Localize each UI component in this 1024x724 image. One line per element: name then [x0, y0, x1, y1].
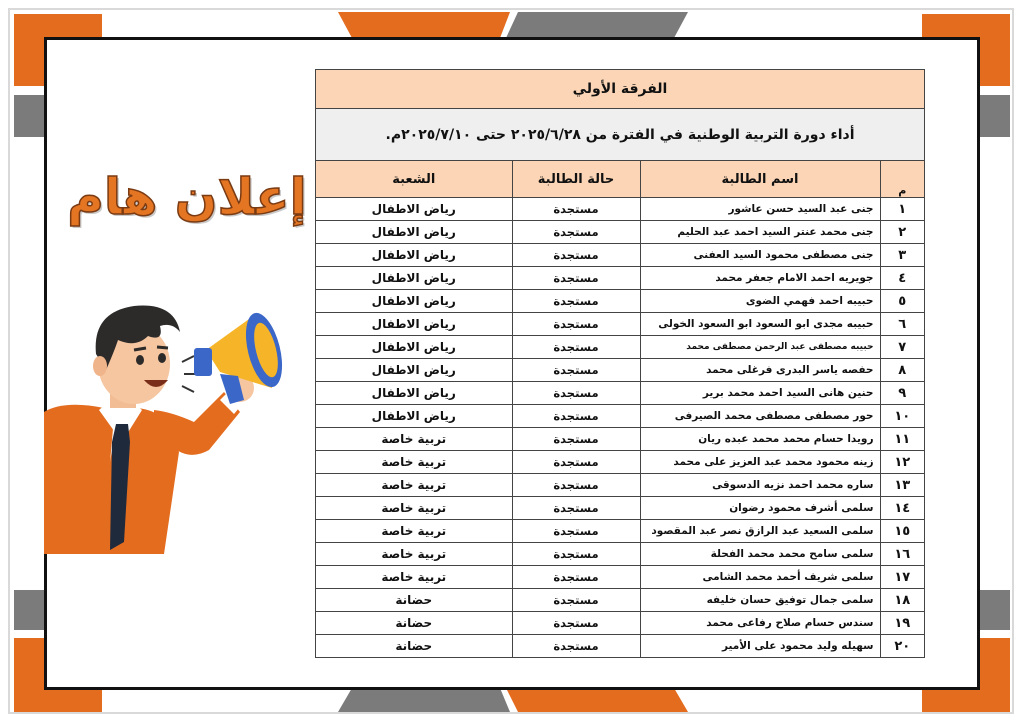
table-row — [316, 244, 924, 267]
student-name: ساره محمد احمد نزيه الدسوقى — [640, 474, 880, 497]
student-status: مستجدة — [512, 589, 640, 612]
row-number: ٢ — [880, 221, 924, 244]
student-name: زينه محمود محمد عبد العزيز على محمد — [640, 451, 880, 474]
row-number: ٩ — [880, 382, 924, 405]
student-name: جنى عبد السيد حسن عاشور — [640, 198, 880, 221]
student-status: مستجدة — [512, 543, 640, 566]
student-status: مستجدة — [512, 566, 640, 589]
student-division: تربية خاصة — [316, 520, 512, 543]
announcement-title: إعلان هام — [67, 168, 307, 226]
table-row — [316, 635, 924, 658]
student-name: جويريه احمد الامام جعفر محمد — [640, 267, 880, 290]
student-status: مستجدة — [512, 428, 640, 451]
column-header-number: م — [880, 161, 924, 198]
student-division: رياض الاطفال — [316, 221, 512, 244]
student-division: رياض الاطفال — [316, 405, 512, 428]
row-number: ١٤ — [880, 497, 924, 520]
course-notice: أداء دورة التربية الوطنية في الفترة من ٢٠٢٥/٦/٢٨ حتى ٢٠٢٥/٧/١٠م. — [316, 109, 924, 161]
row-number: ٦ — [880, 313, 924, 336]
row-number: ١٧ — [880, 566, 924, 589]
deco-bar-left-top — [14, 14, 46, 86]
deco-bar-left-gray-top — [14, 95, 46, 137]
student-division: رياض الاطفال — [316, 336, 512, 359]
deco-bar-right-top — [978, 14, 1010, 86]
student-division: رياض الاطفال — [316, 382, 512, 405]
student-status: مستجدة — [512, 451, 640, 474]
student-division: حضانة — [316, 635, 512, 658]
column-header-division: الشعبة — [316, 161, 512, 198]
table-header-row — [316, 161, 924, 198]
student-name: جنى محمد عنتر السيد احمد عبد الحليم — [640, 221, 880, 244]
table-row — [316, 589, 924, 612]
student-name: سهيله وليد محمود على الأمير — [640, 635, 880, 658]
students-table — [316, 161, 924, 657]
table-row — [316, 612, 924, 635]
student-division: تربية خاصة — [316, 474, 512, 497]
student-status: مستجدة — [512, 497, 640, 520]
column-header-status: حالة الطالبة — [512, 161, 640, 198]
row-number: ١٠ — [880, 405, 924, 428]
student-status: مستجدة — [512, 382, 640, 405]
table-row — [316, 359, 924, 382]
table-row — [316, 474, 924, 497]
student-status: مستجدة — [512, 244, 640, 267]
student-status: مستجدة — [512, 221, 640, 244]
table-row — [316, 336, 924, 359]
student-division: تربية خاصة — [316, 566, 512, 589]
table-row — [316, 428, 924, 451]
table-row — [316, 520, 924, 543]
student-division: رياض الاطفال — [316, 198, 512, 221]
table-row — [316, 221, 924, 244]
student-status: مستجدة — [512, 267, 640, 290]
row-number: ١١ — [880, 428, 924, 451]
student-division: رياض الاطفال — [316, 359, 512, 382]
table-row — [316, 382, 924, 405]
student-status: مستجدة — [512, 290, 640, 313]
table-row — [316, 497, 924, 520]
row-number: ٨ — [880, 359, 924, 382]
student-name: حفصه ياسر البدرى فرغلى محمد — [640, 359, 880, 382]
student-name: سلمى شريف أحمد محمد الشامى — [640, 566, 880, 589]
student-name: حبيبه مصطفى عبد الرحمن مصطفى محمد — [640, 336, 880, 359]
student-status: مستجدة — [512, 520, 640, 543]
row-number: ٧ — [880, 336, 924, 359]
deco-bar-bottom-right — [922, 688, 1010, 712]
student-name: حنين هانى السيد احمد محمد برير — [640, 382, 880, 405]
student-name: سلمى أشرف محمود رضوان — [640, 497, 880, 520]
row-number: ١٥ — [880, 520, 924, 543]
student-division: رياض الاطفال — [316, 244, 512, 267]
table-row — [316, 451, 924, 474]
student-status: مستجدة — [512, 336, 640, 359]
student-division: تربية خاصة — [316, 497, 512, 520]
deco-top-parallelograms — [330, 12, 700, 39]
deco-bottom-parallelograms — [330, 688, 700, 714]
group-title: الفرقة الأولي — [316, 70, 924, 109]
deco-bar-right-gray-bottom — [978, 590, 1010, 630]
student-division: تربية خاصة — [316, 428, 512, 451]
deco-bar-right-gray-top — [978, 95, 1010, 137]
table-row — [316, 198, 924, 221]
students-sheet — [315, 69, 925, 658]
student-name: سلمى السعيد عبد الرازق نصر عبد المقصود — [640, 520, 880, 543]
student-status: مستجدة — [512, 198, 640, 221]
student-name: حور مصطفى مصطفى محمد الصيرفى — [640, 405, 880, 428]
student-name: سندس حسام صلاح رفاعى محمد — [640, 612, 880, 635]
student-name: سلمى سامح محمد محمد الفحلة — [640, 543, 880, 566]
student-name: حبيبه احمد فهمي الضوى — [640, 290, 880, 313]
student-division: رياض الاطفال — [316, 290, 512, 313]
student-division: تربية خاصة — [316, 451, 512, 474]
student-status: مستجدة — [512, 313, 640, 336]
table-row — [316, 405, 924, 428]
row-number: ١٨ — [880, 589, 924, 612]
deco-bar-bottom-left — [14, 688, 102, 712]
student-division: رياض الاطفال — [316, 267, 512, 290]
student-status: مستجدة — [512, 612, 640, 635]
deco-bar-left-gray-bottom — [14, 590, 46, 630]
student-name: رويدا حسام محمد محمد عبده ريان — [640, 428, 880, 451]
student-status: مستجدة — [512, 405, 640, 428]
row-number: ٢٠ — [880, 635, 924, 658]
student-status: مستجدة — [512, 359, 640, 382]
row-number: ٥ — [880, 290, 924, 313]
column-header-name: اسم الطالبة — [640, 161, 880, 198]
student-status: مستجدة — [512, 474, 640, 497]
table-row — [316, 290, 924, 313]
table-row — [316, 313, 924, 336]
student-division: رياض الاطفال — [316, 313, 512, 336]
table-row — [316, 543, 924, 566]
student-name: سلمى جمال توفيق حسان خليفه — [640, 589, 880, 612]
row-number: ٣ — [880, 244, 924, 267]
student-division: حضانة — [316, 612, 512, 635]
student-division: حضانة — [316, 589, 512, 612]
row-number: ١٣ — [880, 474, 924, 497]
row-number: ١٢ — [880, 451, 924, 474]
row-number: ١ — [880, 198, 924, 221]
student-name: حبيبه مجدى ابو السعود ابو السعود الخولى — [640, 313, 880, 336]
student-division: تربية خاصة — [316, 543, 512, 566]
table-row — [316, 267, 924, 290]
row-number: ١٦ — [880, 543, 924, 566]
student-name: جنى مصطفى محمود السيد العفنى — [640, 244, 880, 267]
table-row — [316, 566, 924, 589]
man-with-megaphone-icon — [44, 292, 304, 554]
student-status: مستجدة — [512, 635, 640, 658]
row-number: ١٩ — [880, 612, 924, 635]
row-number: ٤ — [880, 267, 924, 290]
